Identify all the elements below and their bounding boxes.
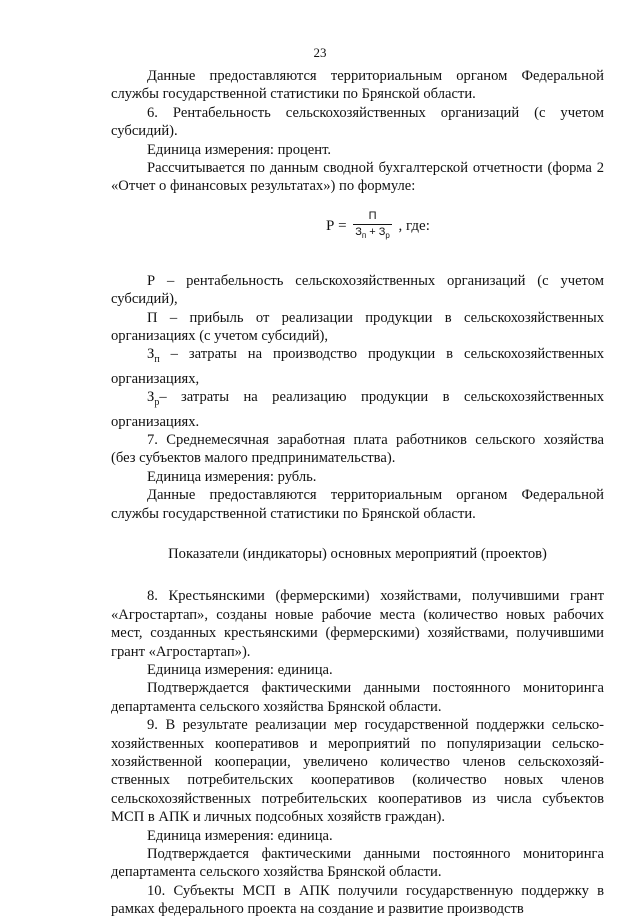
paragraph-unit-unit-2: Единица измерения: единица. [147,827,333,844]
definition-zp: $З_п$ – затраты на производство продукции в сельскохозяйственных организациях, [111,346,604,387]
paragraph-item-9: 9. В результате реализации мер государственной поддержки сельско-хозяйственных кооперативов и мероприятий по популяризации сельско-хозяйственной кооперации, увеличено количество членов сельскохозяй-ственных потребительских кооперативов (количество новых членов сельскохозяйственных потребительских кооперативов из числа субъектов МСП в АПК и личных подсобных хозяйств граждан). [111,717,604,826]
formula-denominator: $З_п + З_р$ [355,225,390,241]
page-content [111,67,604,919]
paragraph-item-8: 8. Крестьянскими (фермерскими) хозяйствами, получившими грант «Агростартап», созданы новые рабочие места (количество новых рабочих мест, созданных крестьянскими (фермерскими) хозяйствами, получившими грант «Агростартап»). [111,588,604,660]
section-heading: Показатели (индикаторы) основных мероприятий (проектов) [168,545,547,562]
paragraph-stat-source: Данные предоставляются территориальным органом Федеральной службы государственной статистики по Брянской области. [111,68,604,103]
formula-fraction [353,210,392,242]
paragraph-item-6: 6. Рентабельность сельскохозяйственных организаций (с учетом субсидий). [111,104,604,140]
definition-zr: $З_р-$ затраты на реализацию продукции в сельскохозяйственных организациях. [111,389,604,430]
paragraph-item-10: 10. Субъекты МСП в АПК получили государственную поддержку в рамках федерального проекта на создание и развитие производств [111,882,604,918]
definition-profit: П – прибыль от реализации продукции в сельскохозяйственных организациях (с учетом субсидий), [111,309,604,345]
paragraph-stat-source-2: Данные предоставляются территориальным органом Федеральной службы государственной статистики по Брянской области. [111,487,604,522]
paragraph-monitoring: Подтверждается фактическими данными постоянного мониторинга департамента сельского хозяйства Брянской области. [111,680,604,715]
formula-lhs: Р = [326,217,347,234]
profitability-formula [111,204,604,258]
paragraph-unit-unit: Единица измерения: единица. [147,661,333,678]
page-number: 23 [313,45,327,60]
paragraph-monitoring-2: Подтверждается фактическими данными постоянного мониторинга департамента сельского хозяйства Брянской области. [111,846,604,881]
paragraph-unit-percent: Единица измерения: процент. [147,141,332,158]
paragraph-calculation: Рассчитывается по данным сводной бухгалтерской отчетности (форма 2 «Отчет о финансовых результатах») по формуле: [111,160,604,195]
definition-p: Р – рентабельность сельскохозяйственных организаций (с учетом субсидий), [111,272,604,308]
formula-numerator: П [368,209,377,222]
paragraph-unit-ruble: Единица измерения: рубль. [147,468,317,485]
paragraph-item-7: 7. Среднемесячная заработная плата работников сельского хозяйства (без субъектов малого предпринимательства). [111,431,604,467]
formula-tail: , где: [398,217,430,234]
